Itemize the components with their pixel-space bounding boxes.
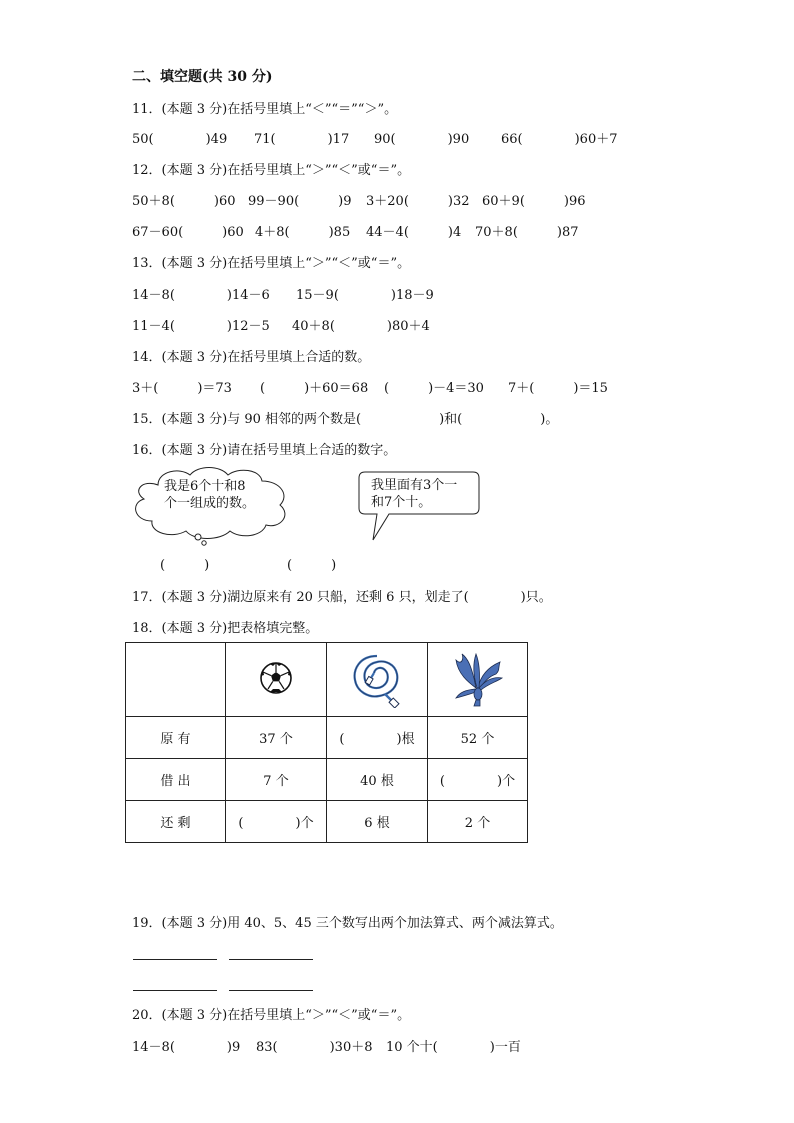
q11-item-4: 66( )60＋7	[501, 132, 618, 147]
q11-item-3: 90( )90	[374, 132, 470, 147]
row-label: 原 有	[126, 717, 226, 759]
q14-item-4: 7＋( )＝15	[508, 381, 608, 396]
header-rope-cell	[327, 643, 428, 717]
q13-r2-1: 11－4( )12－5	[132, 319, 270, 334]
q12-r2-3: 44－4( )4	[366, 225, 462, 240]
header-ball-cell	[226, 643, 327, 717]
cloud-line-1: 我是6个十和8	[164, 479, 246, 494]
q20-item-3: 10 个十( )一百	[386, 1040, 521, 1055]
table-corner-cell	[126, 643, 226, 717]
q14-item-3: ( )－4＝30	[384, 381, 484, 396]
q19-prompt: 19．(本题 3 分)用 40、5、45 三个数写出两个加法算式、两个减法算式。	[132, 916, 563, 931]
table-cell: 40 根	[327, 759, 428, 801]
cloud-line-2: 个一组成的数。	[164, 496, 256, 511]
q13-prompt: 13．(本题 3 分)在括号里填上“＞”“＜”或“＝”。	[132, 256, 411, 271]
answer-line	[133, 959, 217, 960]
q12-r2-1: 67－60( )60	[132, 225, 244, 240]
q11-item-1: 50( )49	[132, 132, 228, 147]
table-cell: ( )个	[226, 801, 327, 843]
shuttlecock-icon	[452, 648, 504, 708]
answer-line	[133, 990, 217, 991]
table-cell: ( )根	[327, 717, 428, 759]
jump-rope-icon	[347, 648, 407, 708]
q14-prompt: 14．(本题 3 分)在括号里填上合适的数。	[132, 350, 371, 365]
soccer-ball-icon	[259, 661, 293, 695]
table-cell: 6 根	[327, 801, 428, 843]
q20-item-2: 83( )30＋8	[256, 1040, 373, 1055]
table-cell: 7 个	[226, 759, 327, 801]
row-label: 借 出	[126, 759, 226, 801]
q18-table	[125, 642, 528, 843]
header-shuttlecock-cell	[428, 643, 528, 717]
q12-r1-1: 50＋8( )60	[132, 194, 236, 209]
q16-prompt: 16．(本题 3 分)请在括号里填上合适的数字。	[132, 443, 397, 458]
q20-prompt: 20．(本题 3 分)在括号里填上“＞”“＜”或“＝”。	[132, 1008, 411, 1023]
q17-prompt: 17．(本题 3 分)湖边原来有 20 只船，还剩 6 只，划走了( )只。	[132, 590, 552, 605]
q16-answer-1: ( )	[160, 558, 210, 573]
q14-item-1: 3＋( )＝73	[132, 381, 232, 396]
answer-line	[229, 959, 313, 960]
q13-r1-2: 15－9( )18－9	[296, 288, 434, 303]
q18-prompt: 18．(本题 3 分)把表格填完整。	[132, 621, 319, 636]
q13-r2-2: 40＋8( )80＋4	[292, 319, 430, 334]
q12-r1-2: 99－90( )9	[248, 194, 352, 209]
table-cell: 37 个	[226, 717, 327, 759]
q13-r1-1: 14－8( )14－6	[132, 288, 270, 303]
section-title: 二、填空题(共 30 分)	[132, 69, 273, 85]
q11-item-2: 71( )17	[254, 132, 350, 147]
q11-prompt: 11．(本题 3 分)在括号里填上“＜”“＝”“＞”。	[132, 102, 398, 117]
table-cell: 52 个	[428, 717, 528, 759]
speech-line-2: 和7个十。	[371, 495, 432, 510]
q14-item-2: ( )＋60＝68	[260, 381, 369, 396]
answer-line	[229, 990, 313, 991]
q12-r1-4: 60＋9( )96	[482, 194, 586, 209]
q20-item-1: 14－8( )9	[132, 1040, 241, 1055]
speech-line-1: 我里面有3个一	[371, 478, 458, 493]
table-cell: 2 个	[428, 801, 528, 843]
q12-r2-2: 4＋8( )85	[255, 225, 351, 240]
row-label: 还 剩	[126, 801, 226, 843]
q12-r2-4: 70＋8( )87	[475, 225, 579, 240]
q16-answer-2: ( )	[287, 558, 337, 573]
q12-r1-3: 3＋20( )32	[366, 194, 470, 209]
q12-prompt: 12．(本题 3 分)在括号里填上“＞”“＜”或“＝”。	[132, 163, 411, 178]
table-cell: ( )个	[428, 759, 528, 801]
q15-prompt: 15．(本题 3 分)与 90 相邻的两个数是( )和( )。	[132, 412, 559, 427]
